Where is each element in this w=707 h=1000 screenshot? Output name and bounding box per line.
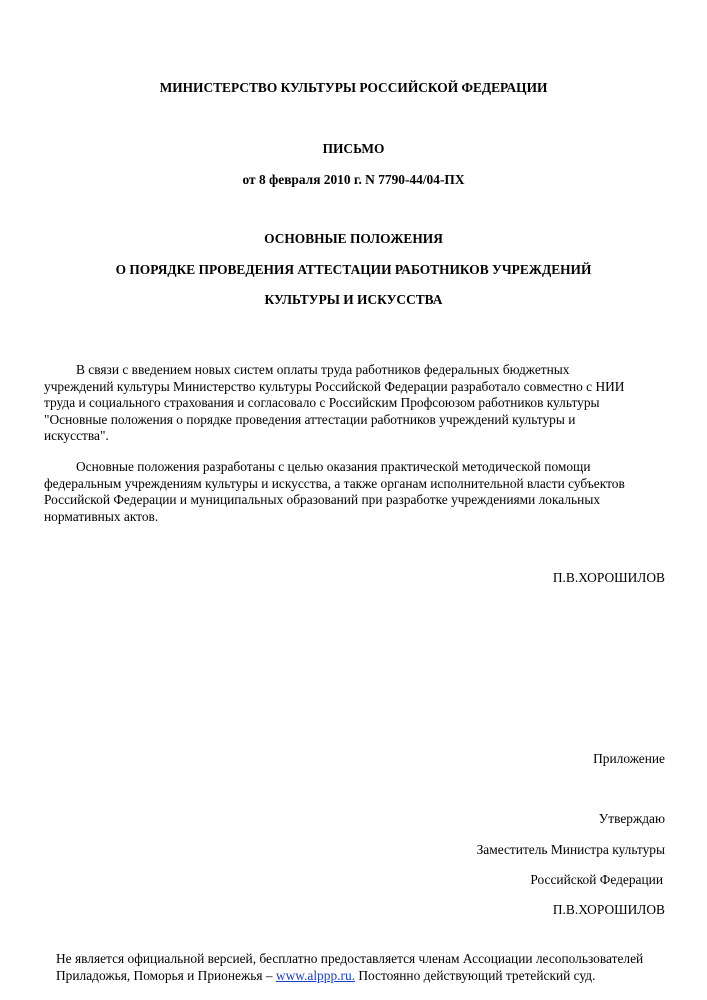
title-line-2: О ПОРЯДКЕ ПРОВЕДЕНИЯ АТТЕСТАЦИИ РАБОТНИКОВ УЧРЕЖДЕНИЙ — [115, 262, 592, 277]
paragraph-intro — [44, 362, 674, 445]
footer-line-2 — [56, 967, 643, 984]
footer-website-link[interactable]: www.alppp.ru. — [275, 968, 355, 983]
approve-label: Утверждаю — [598, 811, 665, 826]
paragraph-purpose — [44, 459, 674, 525]
paragraph-line: нормативных актов. — [44, 508, 159, 524]
paragraph-line: федеральным учреждениям культуры и искусства, а также органам исполнительной власти субъектов — [44, 475, 625, 491]
footer-line-1: Не является официальной версией, бесплатно предоставляется членам Ассоциации лесопользователей — [56, 951, 644, 966]
footer-line-2-suffix: Постоянно действующий третейский суд. — [355, 968, 596, 983]
paragraph-line: труда и социального страхования и согласовало с Российским Профсоюзом работников культуры — [44, 395, 600, 411]
footer-disclaimer — [56, 950, 643, 984]
paragraph-line: В связи с введением новых систем оплаты труда работников федеральных бюджетных — [76, 362, 570, 377]
document-type: ПИСЬМО — [322, 141, 385, 156]
ministry-heading: МИНИСТЕРСТВО КУЛЬТУРЫ РОССИЙСКОЙ ФЕДЕРАЦИИ — [159, 80, 548, 95]
paragraph-line: Российской Федерации и муниципальных образований при разработке учреждениями локальных — [44, 492, 601, 508]
signature-name: П.В.ХОРОШИЛОВ — [552, 570, 665, 585]
title-line-3: КУЛЬТУРЫ И ИСКУССТВА — [264, 292, 443, 307]
approver-name: П.В.ХОРОШИЛОВ — [552, 902, 665, 917]
title-line-1: ОСНОВНЫЕ ПОЛОЖЕНИЯ — [264, 231, 443, 246]
footer-line-2-prefix: Приладожья, Поморья и Прионежья – — [56, 968, 273, 983]
document-date-number: от 8 февраля 2010 г. N 7790-44/04-ПХ — [242, 172, 465, 187]
appendix-label: Приложение — [593, 751, 665, 766]
position-line-2: Российской Федерации — [530, 872, 663, 887]
paragraph-line: Основные положения разработаны с целью оказания практической методической помощи — [76, 459, 591, 474]
position-line-1: Заместитель Министра культуры — [476, 842, 665, 857]
paragraph-line: "Основные положения о порядке проведения аттестации работников учреждений культуры и — [44, 411, 576, 427]
paragraph-line: искусства". — [44, 428, 109, 444]
paragraph-line: учреждений культуры Министерство культуры Российской Федерации разработало совместно с НИИ — [44, 378, 625, 394]
